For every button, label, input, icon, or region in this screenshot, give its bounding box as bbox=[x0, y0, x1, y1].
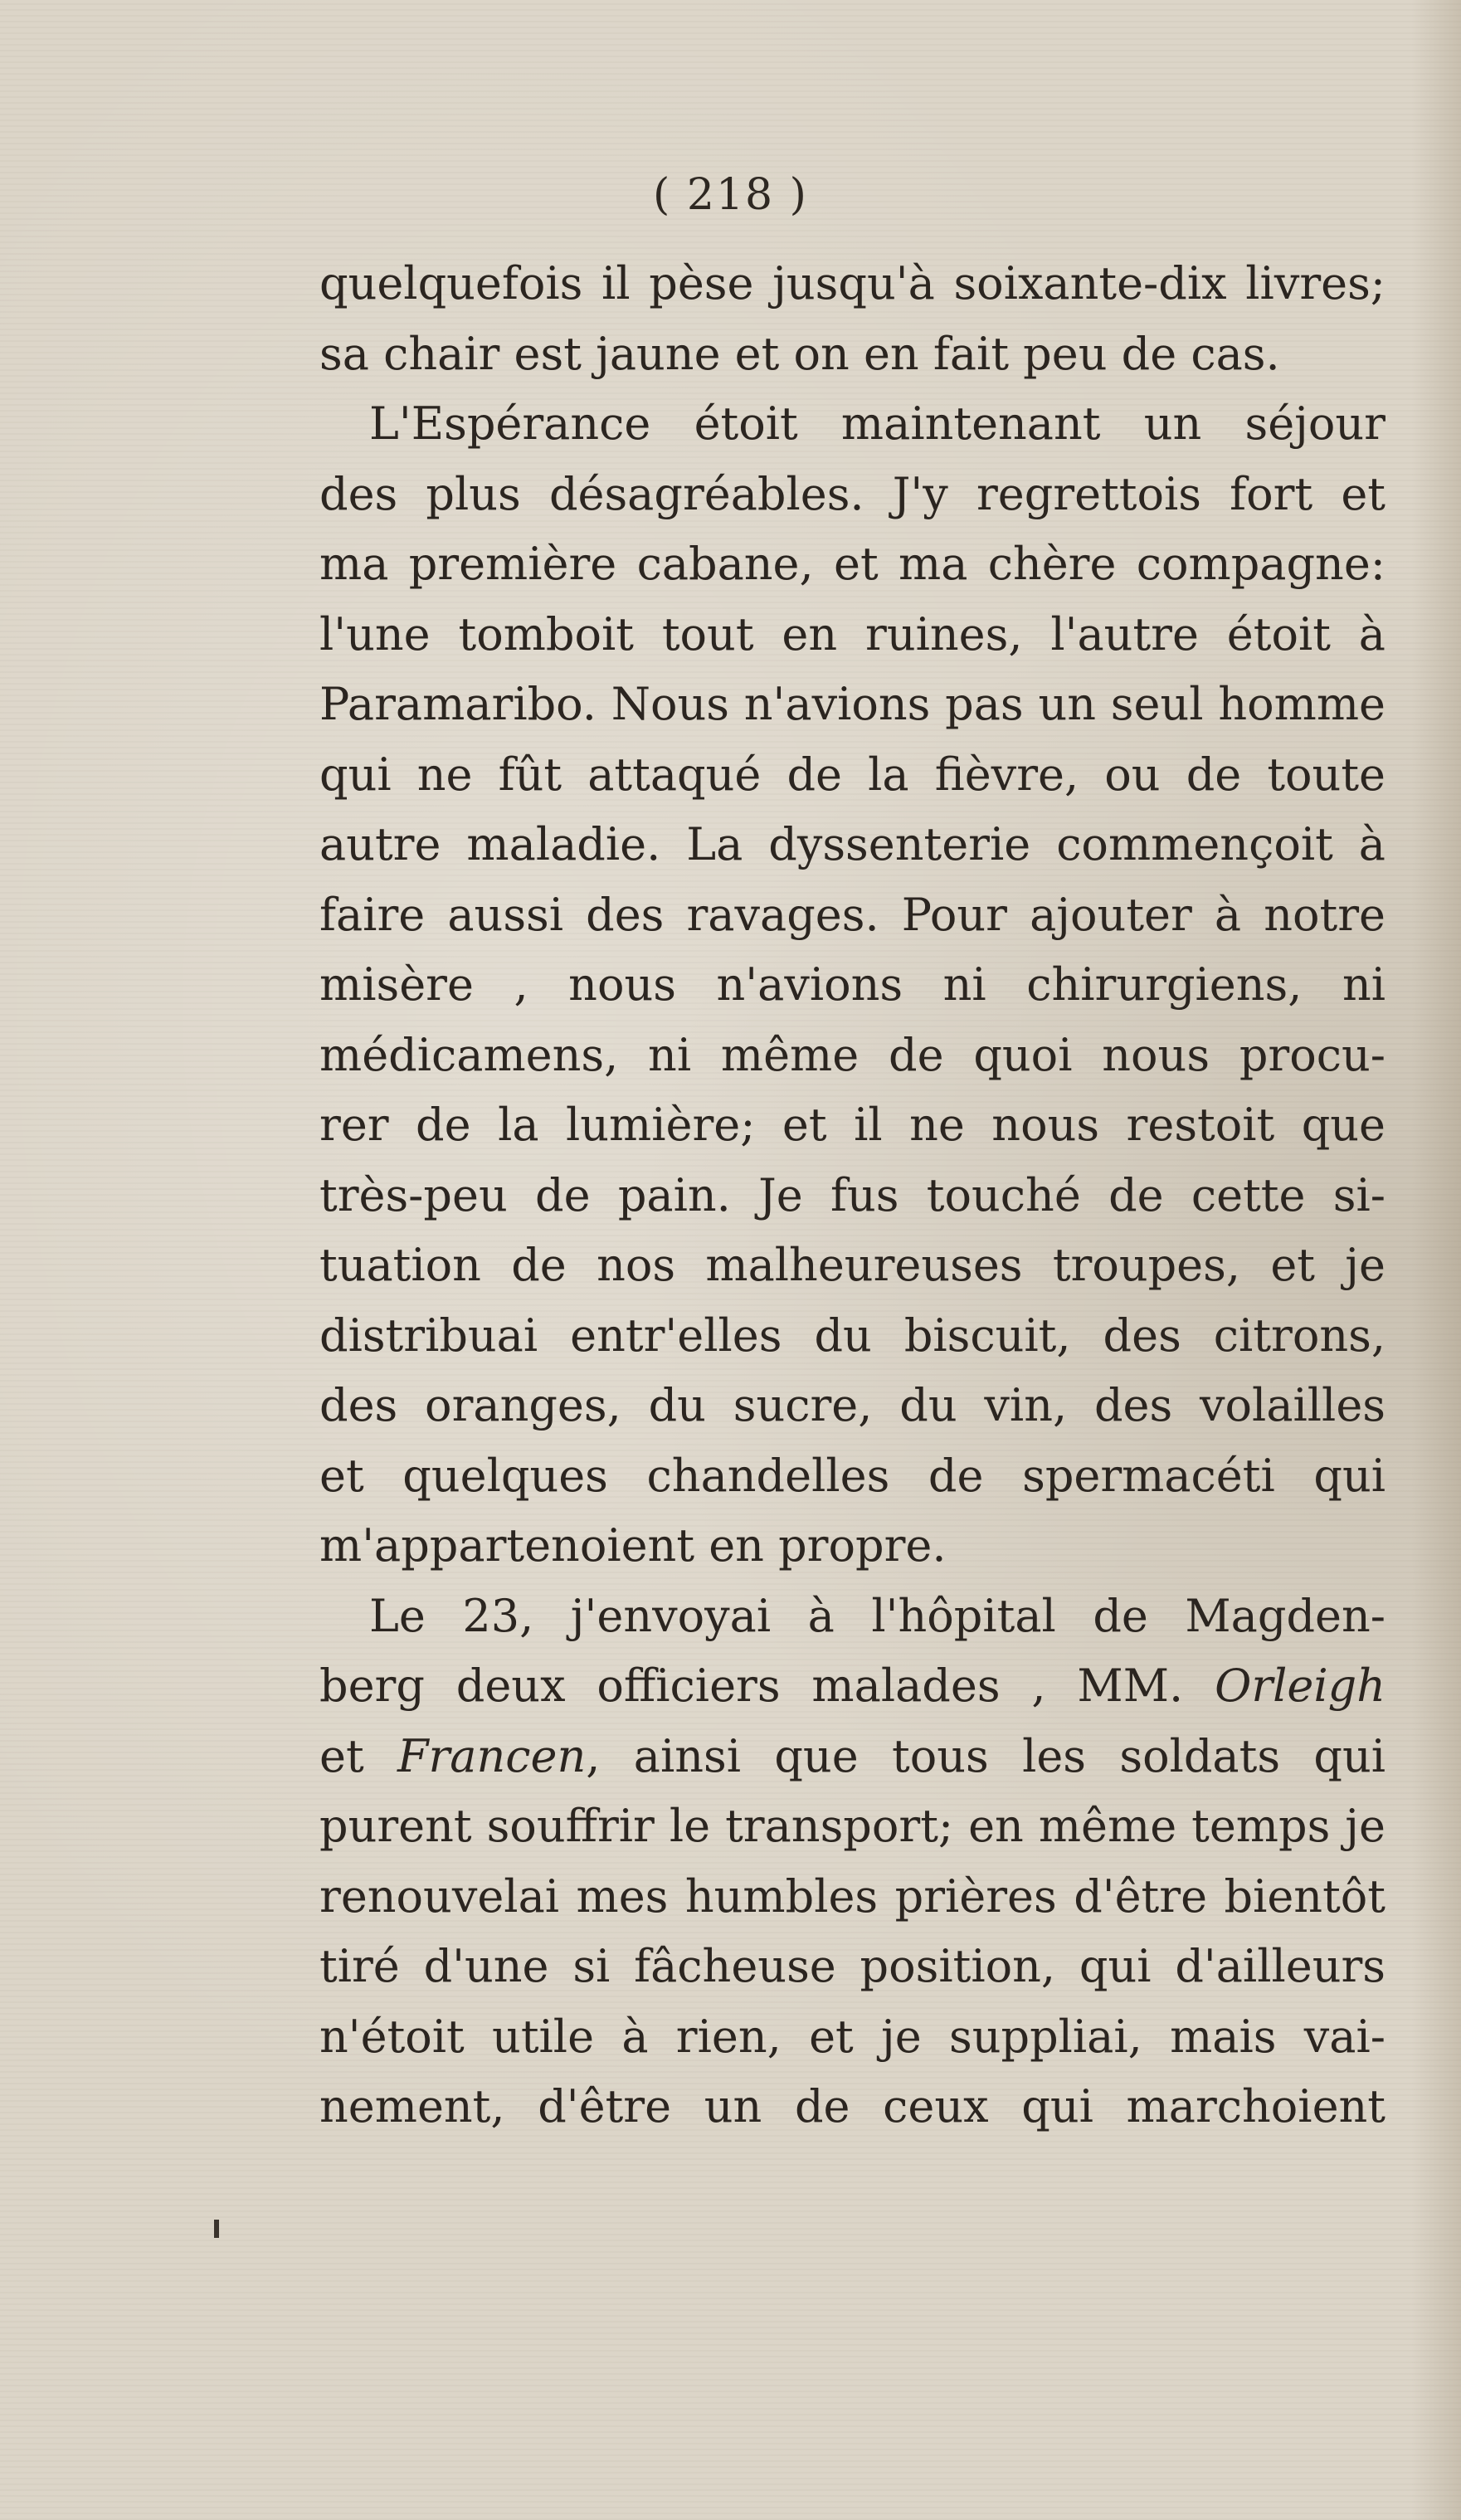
page-edge-shadow bbox=[1411, 0, 1461, 2520]
ink-speck bbox=[214, 2220, 219, 2238]
text-line-26: n'étoit utile à rien, et je suppliai, mais vai- bbox=[319, 2010, 1386, 2063]
text-line-5: ma première cabane, et ma chère compagne: bbox=[319, 538, 1386, 590]
text-line-1: quelquefois il pèse jusqu'à soixante-dix livres; bbox=[319, 257, 1386, 310]
text-line-20: Le 23, j'envoyai à l'hôpital de Magden- bbox=[369, 1589, 1386, 1642]
text-line-14: très-peu de pain. Je fus touché de cette si- bbox=[319, 1168, 1386, 1221]
text-line-10: faire aussi des ravages. Pour ajouter à notre bbox=[319, 888, 1386, 941]
text-line-18: et quelques chandelles de spermacéti qui bbox=[319, 1449, 1386, 1502]
text-line-15: tuation de nos malheureuses troupes, et je bbox=[319, 1239, 1386, 1291]
page-number: ( 218 ) bbox=[653, 170, 808, 220]
text-line-7: Paramaribo. Nous n'avions pas un seul homme bbox=[319, 678, 1386, 730]
text-line-23: purent souffrir le transport; en même temps je bbox=[319, 1800, 1386, 1852]
text-line-22-end: , ainsi que tous les soldats qui bbox=[586, 1729, 1386, 1782]
text-line-11: misère , nous n'avions ni chirurgiens, ni bbox=[319, 958, 1386, 1011]
text-line-27: nement, d'être un de ceux qui marchoient bbox=[319, 2080, 1386, 2132]
text-line-17: des oranges, du sucre, du vin, des volailles bbox=[319, 1379, 1386, 1431]
text-line-22 bbox=[319, 1722, 1386, 1792]
text-line-22-start: et bbox=[319, 1729, 398, 1782]
text-line-12: médicamens, ni même de quoi nous procu- bbox=[319, 1028, 1386, 1081]
body-text bbox=[319, 249, 1386, 2142]
text-line-21-start: berg deux officiers malades , MM. bbox=[319, 1660, 1215, 1712]
text-line-25: tiré d'une si fâcheuse position, qui d'ailleurs bbox=[319, 1940, 1386, 1992]
text-line-4: des plus désagréables. J'y regrettois fort et bbox=[319, 467, 1386, 520]
text-line-6: l'une tomboit tout en ruines, l'autre étoit à bbox=[319, 607, 1386, 660]
text-line-21 bbox=[319, 1651, 1386, 1722]
text-line-8: qui ne fût attaqué de la fièvre, ou de toute bbox=[319, 748, 1386, 801]
text-line-24: renouvelai mes humbles prières d'être bientôt bbox=[319, 1869, 1386, 1923]
text-line-13: rer de la lumière; et il ne nous restoit que bbox=[319, 1099, 1386, 1151]
text-line-3: L'Espérance étoit maintenant un séjour bbox=[369, 397, 1386, 450]
text-line-9: autre maladie. La dyssenterie commençoit à bbox=[319, 818, 1386, 870]
officer-name-orleigh: Orleigh bbox=[1215, 1660, 1386, 1712]
text-line-19: m'appartenoient en propre. bbox=[319, 1519, 947, 1572]
text-line-16: distribuai entr'elles du biscuit, des citrons, bbox=[319, 1309, 1386, 1362]
officer-name-francen: Francen bbox=[397, 1729, 587, 1782]
text-line-2: sa chair est jaune et on en fait peu de cas. bbox=[319, 327, 1280, 380]
